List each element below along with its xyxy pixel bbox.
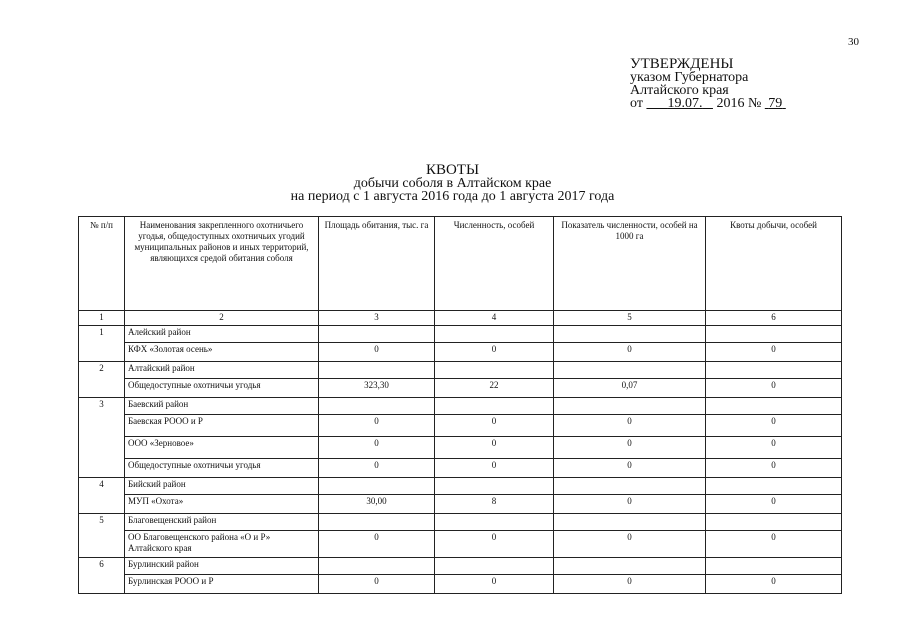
hunting-ground-name: Бурлинская РООО и Р — [125, 575, 319, 594]
quota-value: 0 — [706, 379, 842, 398]
document-heading — [0, 164, 905, 203]
quota-value: 0 — [706, 459, 842, 478]
empty-cell — [706, 398, 842, 415]
empty-cell — [554, 398, 706, 415]
row-number: 6 — [79, 558, 125, 594]
region-row — [79, 514, 842, 531]
approval-line-1: указом Губернатора — [630, 70, 749, 85]
empty-cell — [319, 478, 435, 495]
empty-cell — [706, 326, 842, 343]
header-cell: Численность, особей — [435, 217, 554, 311]
quota-value: 0 — [706, 415, 842, 437]
approval-line-2: Алтайского края — [630, 83, 729, 98]
empty-cell — [435, 398, 554, 415]
heading-title: КВОТЫ — [425, 162, 480, 178]
approval-from-label: от — [630, 96, 643, 111]
empty-cell — [319, 362, 435, 379]
row-number: 3 — [79, 398, 125, 478]
table-row — [79, 575, 842, 594]
region-row — [79, 398, 842, 415]
quota-value: 0 — [706, 575, 842, 594]
empty-cell — [435, 326, 554, 343]
column-number: 1 — [79, 311, 125, 326]
hunting-ground-name: МУП «Охота» — [125, 495, 319, 514]
area-value: 0 — [319, 459, 435, 478]
approval-date: 19.07. — [667, 96, 703, 111]
heading-subtitle-2: на период с 1 августа 2016 года до 1 августа 2017 года — [290, 189, 615, 204]
quota-value: 0 — [706, 531, 842, 558]
region-name: Алтайский район — [125, 362, 319, 379]
empty-cell — [319, 558, 435, 575]
quota-value: 0 — [706, 343, 842, 362]
row-number: 5 — [79, 514, 125, 558]
table-header-row — [79, 217, 842, 311]
quota-table — [78, 216, 842, 594]
hunting-ground-name: ООО «Зерновое» — [125, 437, 319, 459]
index-value: 0 — [554, 437, 706, 459]
heading-subtitle-1: добычи соболя в Алтайском крае — [353, 176, 552, 191]
empty-cell — [706, 558, 842, 575]
header-cell: № п/п — [79, 217, 125, 311]
header-cell: Площадь обитания, тыс. га — [319, 217, 435, 311]
area-value: 30,00 — [319, 495, 435, 514]
region-row — [79, 478, 842, 495]
region-name: Благовещенский район — [125, 514, 319, 531]
table-row — [79, 415, 842, 437]
row-number: 4 — [79, 478, 125, 514]
header-cell: Квоты добычи, особей — [706, 217, 842, 311]
index-value: 0 — [554, 459, 706, 478]
region-row — [79, 558, 842, 575]
region-name: Бийский район — [125, 478, 319, 495]
table-row — [79, 531, 842, 558]
count-value: 0 — [435, 343, 554, 362]
column-number-row — [79, 311, 842, 326]
count-value: 0 — [435, 531, 554, 558]
approval-date-line — [630, 97, 786, 110]
region-row — [79, 362, 842, 379]
count-value: 22 — [435, 379, 554, 398]
region-name: Баевский район — [125, 398, 319, 415]
header-cell: Наименования закрепленного охотничьего угодья, общедоступных охотничьих угодий муниципальных районов и иных территорий, являющихся средой обитания соболя — [125, 217, 319, 311]
table-row — [79, 459, 842, 478]
hunting-ground-name: КФХ «Золотая осень» — [125, 343, 319, 362]
quota-value: 0 — [706, 437, 842, 459]
empty-cell — [554, 478, 706, 495]
header-cell: Показатель численности, особей на 1000 га — [554, 217, 706, 311]
empty-cell — [435, 514, 554, 531]
table-row — [79, 495, 842, 514]
index-value: 0 — [554, 415, 706, 437]
count-value: 0 — [435, 575, 554, 594]
empty-cell — [554, 558, 706, 575]
hunting-ground-name: Общедоступные охотничьи угодья — [125, 459, 319, 478]
approval-number-label: № — [747, 96, 762, 111]
count-value: 0 — [435, 437, 554, 459]
empty-cell — [554, 326, 706, 343]
index-value: 0 — [554, 531, 706, 558]
area-value: 323,30 — [319, 379, 435, 398]
region-row — [79, 326, 842, 343]
empty-cell — [554, 362, 706, 379]
hunting-ground-name: Общедоступные охотничьи угодья — [125, 379, 319, 398]
approval-year: 2016 — [716, 96, 745, 111]
approval-number: 79 — [768, 96, 783, 111]
column-number: 3 — [319, 311, 435, 326]
index-value: 0 — [554, 343, 706, 362]
area-value: 0 — [319, 343, 435, 362]
empty-cell — [706, 362, 842, 379]
hunting-ground-name: ОО Благовещенского района «О и Р» Алтайского края — [125, 531, 319, 558]
empty-cell — [319, 398, 435, 415]
empty-cell — [435, 558, 554, 575]
index-value: 0 — [554, 575, 706, 594]
row-number: 2 — [79, 362, 125, 398]
column-number: 5 — [554, 311, 706, 326]
row-number: 1 — [79, 326, 125, 362]
table-row — [79, 343, 842, 362]
approval-block — [630, 58, 786, 110]
area-value: 0 — [319, 575, 435, 594]
approval-title: УТВЕРЖДЕНЫ — [630, 56, 734, 72]
empty-cell — [319, 514, 435, 531]
region-name: Алейский район — [125, 326, 319, 343]
column-number: 6 — [706, 311, 842, 326]
empty-cell — [706, 514, 842, 531]
index-value: 0 — [554, 495, 706, 514]
area-value: 0 — [319, 531, 435, 558]
area-value: 0 — [319, 437, 435, 459]
index-value: 0,07 — [554, 379, 706, 398]
hunting-ground-name: Баевская РООО и Р — [125, 415, 319, 437]
table-row — [79, 379, 842, 398]
empty-cell — [706, 478, 842, 495]
page-number: 30 — [848, 36, 859, 48]
column-number: 4 — [435, 311, 554, 326]
count-value: 0 — [435, 459, 554, 478]
quota-value: 0 — [706, 495, 842, 514]
empty-cell — [435, 478, 554, 495]
table-row — [79, 437, 842, 459]
empty-cell — [435, 362, 554, 379]
area-value: 0 — [319, 415, 435, 437]
region-name: Бурлинский район — [125, 558, 319, 575]
count-value: 8 — [435, 495, 554, 514]
empty-cell — [554, 514, 706, 531]
column-number: 2 — [125, 311, 319, 326]
empty-cell — [319, 326, 435, 343]
count-value: 0 — [435, 415, 554, 437]
